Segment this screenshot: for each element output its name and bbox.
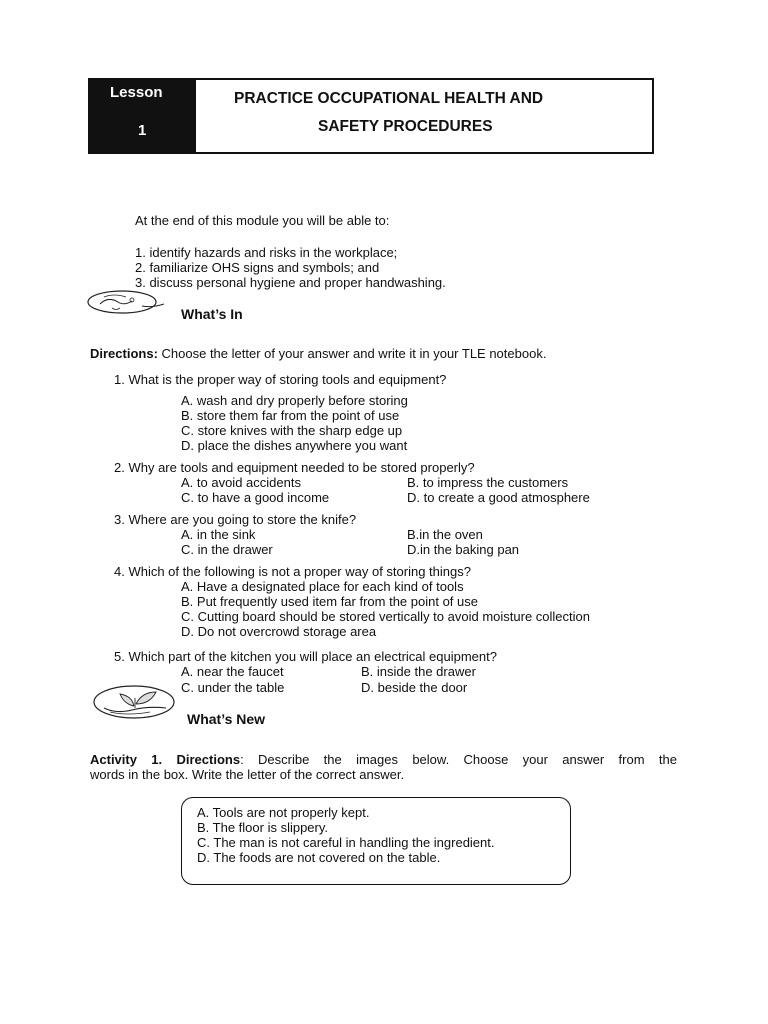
question-1-option-b: B. store them far from the point of use [181, 408, 400, 423]
choice-c: C. The man is not careful in handling the ingredient. [197, 835, 495, 850]
activity-text: : Describe the images below. Choose your answer from the [240, 752, 677, 767]
lesson-header [88, 78, 654, 154]
directions-label: Directions: [90, 346, 158, 361]
question-3-option-c: C. in the drawer [181, 542, 273, 557]
question-1-option-d: D. place the dishes anywhere you want [181, 438, 408, 453]
question-2-option-c: C. to have a good income [181, 490, 330, 505]
question-2-option-b: B. to impress the customers [407, 475, 569, 490]
question-4-option-d: D. Do not overcrowd storage area [181, 624, 377, 639]
question-3-option-d: D.in the baking pan [407, 542, 520, 557]
question-1-option-a: A. wash and dry properly before storing [181, 393, 408, 408]
activity-label: Activity 1. Directions [90, 752, 241, 767]
question-4-option-b: B. Put frequently used item far from the point of use [181, 594, 478, 609]
question-4-option-c: C. Cutting board should be stored vertically to avoid moisture collection [181, 609, 590, 624]
answer-choices-box [181, 797, 571, 885]
whats-new-title: What’s New [187, 711, 266, 727]
question-5-option-d: D. beside the door [361, 680, 468, 695]
question-5-option-b: B. inside the drawer [361, 664, 476, 679]
question-2-option-d: D. to create a good atmosphere [407, 490, 590, 505]
whats-in-title: What’s In [181, 306, 243, 322]
choice-b: B. The floor is slippery. [197, 820, 329, 835]
question-5: 5. Which part of the kitchen you will place an electrical equipment? [114, 649, 497, 664]
question-4: 4. Which of the following is not a proper way of storing things? [114, 564, 471, 579]
question-3-option-b: B.in the oven [407, 527, 483, 542]
objective-item: 1. identify hazards and risks in the workplace; [135, 245, 398, 260]
lesson-badge [90, 80, 196, 152]
question-5-option-c: C. under the table [181, 680, 285, 695]
question-5-option-a: A. near the faucet [181, 664, 284, 679]
lesson-label: Lesson [110, 84, 163, 101]
objective-item: 3. discuss personal hygiene and proper handwashing. [135, 275, 446, 290]
objective-item: 2. familiarize OHS signs and symbols; and [135, 260, 380, 275]
lesson-title [196, 80, 652, 152]
question-3-option-a: A. in the sink [181, 527, 256, 542]
question-1: 1. What is the proper way of storing tools and equipment? [114, 372, 447, 387]
objectives-intro: At the end of this module you will be able to: [135, 213, 390, 228]
activity-directions-line2: words in the box. Write the letter of the correct answer. [90, 767, 405, 782]
directions-text: Choose the letter of your answer and write it in your TLE notebook. [157, 346, 547, 361]
question-2-option-a: A. to avoid accidents [181, 475, 301, 490]
lesson-title-line1: PRACTICE OCCUPATIONAL HEALTH AND [234, 90, 544, 107]
whats-in-directions [90, 346, 546, 361]
magnifier-hand-icon [82, 288, 172, 318]
question-3: 3. Where are you going to store the knife? [114, 512, 357, 527]
activity-directions-line1 [90, 752, 677, 767]
choice-d: D. The foods are not covered on the table. [197, 850, 441, 865]
question-4-option-a: A. Have a designated place for each kind of tools [181, 579, 464, 594]
choice-a: A. Tools are not properly kept. [197, 805, 370, 820]
question-1-option-c: C. store knives with the sharp edge up [181, 423, 403, 438]
question-2: 2. Why are tools and equipment needed to be stored properly? [114, 460, 475, 475]
lesson-number: 1 [138, 122, 147, 139]
lesson-title-line2: SAFETY PROCEDURES [318, 118, 493, 135]
hand-plant-icon [90, 682, 182, 722]
